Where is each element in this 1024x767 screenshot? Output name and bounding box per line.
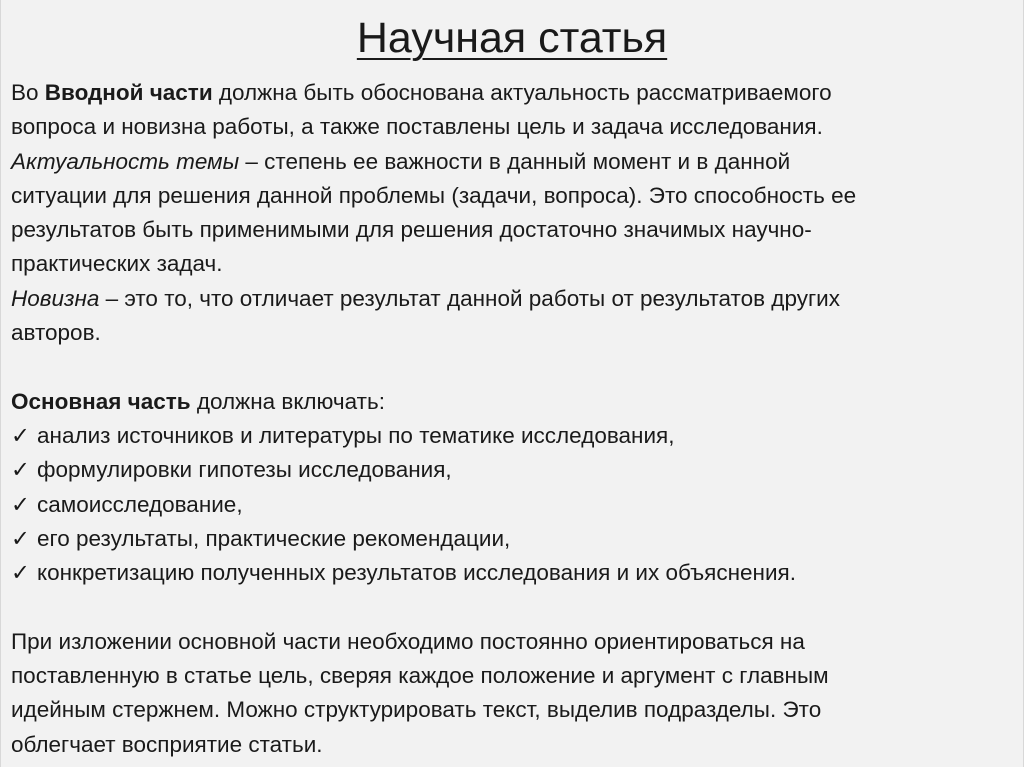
relevance-line-1: [11, 145, 1016, 179]
page-title: Научная статья: [356, 14, 668, 62]
spacer: [11, 350, 1016, 384]
list-item: [11, 453, 1016, 487]
novelty-line-1: [11, 282, 1016, 316]
main-part-heading: [11, 385, 1016, 419]
relevance-line-2: ситуации для решения данной проблемы (задачи, вопроса). Это способность ее: [11, 182, 857, 208]
list-item: [11, 488, 1016, 522]
list-item-text: самоисследование,: [37, 491, 243, 517]
intro-line-2: вопроса и новизна работы, а также поставлены цель и задача исследования.: [11, 114, 823, 140]
intro-text: Во: [11, 80, 45, 105]
checkmark-icon: ✓: [11, 457, 30, 483]
relevance-line-4: практических задач.: [11, 251, 223, 277]
checkmark-icon: ✓: [11, 422, 30, 448]
list-item: [11, 556, 1016, 590]
novelty-line-2: авторов.: [11, 320, 101, 346]
list-item-text: формулировки гипотезы исследования,: [37, 457, 452, 483]
main-part-term: Основная часть: [11, 388, 191, 414]
relevance-text: – степень ее важности в данный момент и в данной: [239, 148, 791, 174]
list-item-text: конкретизацию полученных результатов исследования и их объяснения.: [37, 560, 796, 586]
novelty-text: – это то, что отличает результат данной работы от результатов других: [99, 285, 840, 311]
intro-text: должна быть обоснована актуальность рассматриваемого: [212, 80, 832, 105]
checkmark-icon: ✓: [11, 525, 30, 551]
list-item-text: анализ источников и литературы по тематике исследования,: [37, 422, 675, 448]
spacer: [11, 590, 1016, 624]
list-item: [11, 419, 1016, 453]
conclusion-line-4: облегчает восприятие статьи.: [11, 731, 323, 757]
conclusion-line-2: поставленную в статье цель, сверяя каждое положение и аргумент с главным: [11, 663, 829, 689]
intro-line-1: [11, 76, 1016, 110]
checkmark-icon: ✓: [11, 560, 30, 586]
novelty-term: Новизна: [11, 285, 100, 311]
conclusion-line-3: идейным стержнем. Можно структурировать текст, выделив подразделы. Это: [11, 697, 822, 723]
conclusion-line-1: При изложении основной части необходимо постоянно ориентироваться на: [11, 628, 805, 654]
list-item-text: его результаты, практические рекомендации,: [37, 525, 511, 551]
relevance-line-3: результатов быть применимыми для решения достаточно значимых научно-: [11, 217, 812, 243]
main-part-text: должна включать:: [190, 388, 385, 414]
intro-term: Вводной части: [44, 80, 213, 105]
relevance-term: Актуальность темы: [11, 148, 240, 174]
checkmark-icon: ✓: [11, 491, 30, 517]
slide-body: [11, 76, 1016, 762]
list-item: [11, 522, 1016, 556]
